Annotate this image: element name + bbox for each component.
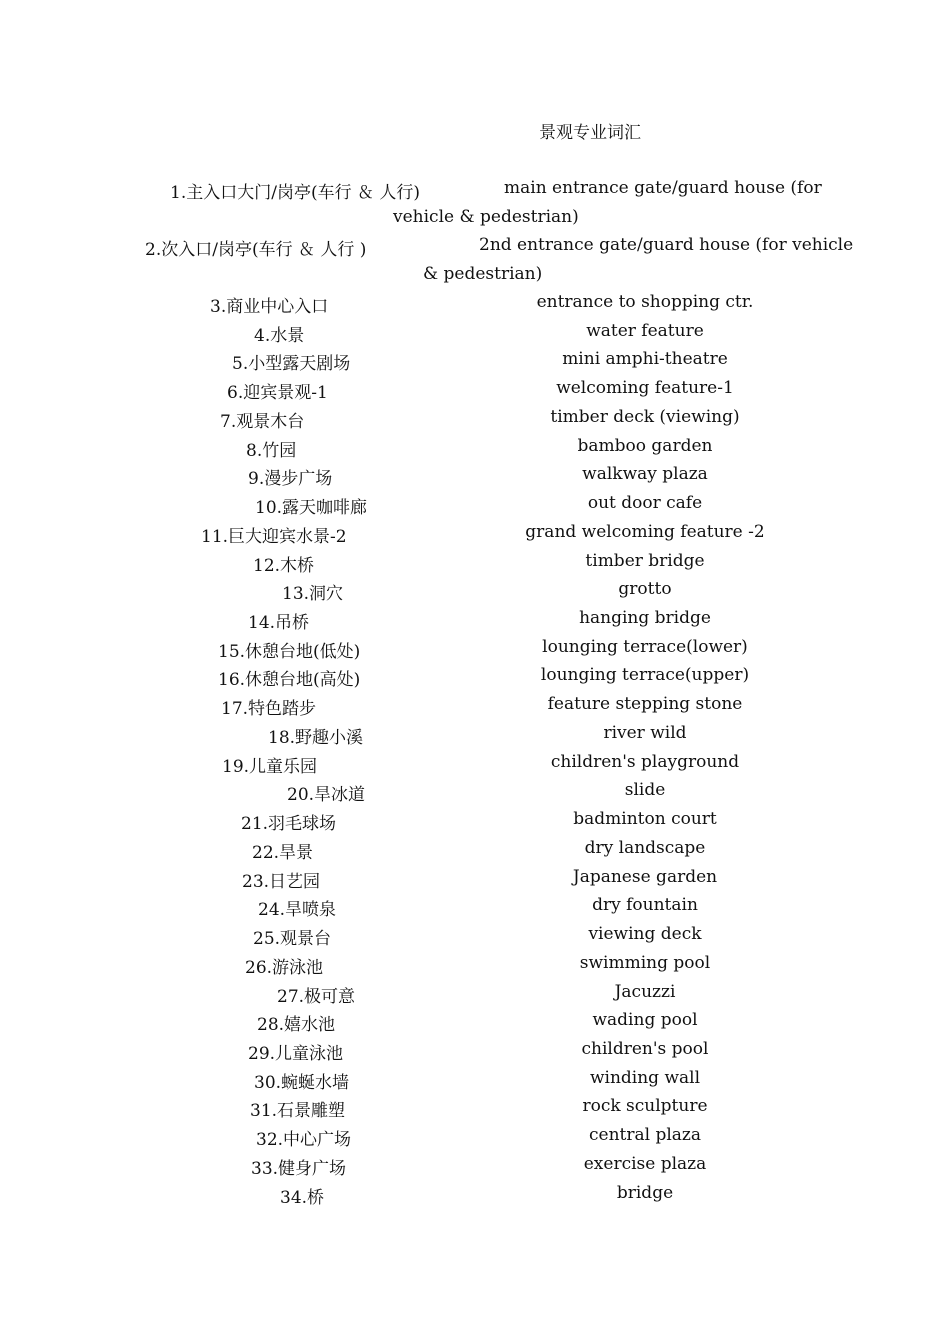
entry-english: wading pool bbox=[592, 1010, 698, 1030]
entry-row bbox=[0, 378, 950, 407]
entry-english: timber deck (viewing) bbox=[550, 407, 740, 427]
entry-row bbox=[0, 1096, 950, 1125]
entry-row bbox=[0, 665, 950, 694]
entry-english: children's playground bbox=[550, 752, 740, 772]
entry-english: exercise plaza bbox=[583, 1154, 707, 1174]
entry-english: Japanese garden bbox=[572, 867, 718, 887]
entry-row bbox=[0, 1010, 950, 1039]
entry-chinese: 24.旱喷泉 bbox=[258, 900, 337, 920]
entry-chinese: 5.小型露天剧场 bbox=[232, 354, 351, 374]
entry-row bbox=[0, 1068, 950, 1097]
entry-chinese: 20.旱冰道 bbox=[287, 785, 366, 805]
entry-chinese: 21.羽毛球场 bbox=[241, 814, 337, 834]
entry-english: river wild bbox=[603, 723, 687, 743]
page-title: 景观专业词汇 bbox=[539, 123, 641, 143]
entry-english: feature stepping stone bbox=[547, 694, 743, 714]
entry-row bbox=[0, 321, 950, 350]
entry-chinese: 6.迎宾景观-1 bbox=[227, 383, 328, 403]
entry-english: rock sculpture bbox=[582, 1096, 708, 1116]
entry-chinese: 28.嬉水池 bbox=[257, 1015, 336, 1035]
entry-chinese: 29.儿童泳池 bbox=[248, 1044, 344, 1064]
entry-chinese: 13.洞穴 bbox=[282, 584, 344, 604]
entry-2-english: 2nd entrance gate/guard house (for vehicle bbox=[479, 235, 854, 255]
entry-chinese: 31.石景雕塑 bbox=[250, 1101, 346, 1121]
entry-chinese: 23.日艺园 bbox=[242, 872, 321, 892]
entry-english: bamboo garden bbox=[577, 436, 713, 456]
entry-english: viewing deck bbox=[588, 924, 702, 944]
entry-english: swimming pool bbox=[579, 953, 711, 973]
entry-1-chinese: 1.主入口大门/岗亭(车行 ＆ 人行) bbox=[170, 183, 421, 203]
entry-chinese: 25.观景台 bbox=[253, 929, 332, 949]
entry-chinese: 9.漫步广场 bbox=[248, 469, 333, 489]
entry-row bbox=[0, 752, 950, 781]
entry-row bbox=[0, 407, 950, 436]
entry-english: winding wall bbox=[589, 1068, 701, 1088]
entry-row bbox=[0, 551, 950, 580]
entry-chinese: 26.游泳池 bbox=[245, 958, 324, 978]
entry-english: bridge bbox=[616, 1183, 674, 1203]
entry-english: children's pool bbox=[581, 1039, 709, 1059]
entry-row bbox=[0, 436, 950, 465]
entry-chinese: 16.休憩台地(高处) bbox=[218, 670, 361, 690]
entry-row bbox=[0, 924, 950, 953]
entry-row bbox=[0, 694, 950, 723]
entry-chinese: 8.竹园 bbox=[246, 441, 297, 461]
entry-1-english-continued: vehicle & pedestrian) bbox=[393, 207, 579, 227]
entry-row bbox=[0, 982, 950, 1011]
entry-english: lounging terrace(upper) bbox=[540, 665, 750, 685]
entry-chinese: 12.木桥 bbox=[253, 556, 315, 576]
entry-chinese: 15.休憩台地(低处) bbox=[218, 642, 361, 662]
entry-chinese: 30.蜿蜒水墙 bbox=[254, 1073, 350, 1093]
entry-row bbox=[0, 1154, 950, 1183]
entry-english: dry fountain bbox=[592, 895, 698, 915]
entry-row bbox=[0, 1039, 950, 1068]
entry-chinese: 4.水景 bbox=[254, 326, 305, 346]
entry-2-chinese: 2.次入口/岗亭(车行 ＆ 人行 ) bbox=[145, 240, 367, 260]
entry-chinese: 19.儿童乐园 bbox=[222, 757, 318, 777]
entry-english: grand welcoming feature -2 bbox=[525, 522, 765, 542]
entry-row bbox=[0, 895, 950, 924]
entry-chinese: 18.野趣小溪 bbox=[268, 728, 364, 748]
entry-english: mini amphi-theatre bbox=[562, 349, 728, 369]
entry-english: badminton court bbox=[573, 809, 717, 829]
entry-english: Jacuzzi bbox=[614, 982, 676, 1002]
entry-english: grotto bbox=[618, 579, 672, 599]
entry-english: out door cafe bbox=[587, 493, 703, 513]
entry-chinese: 17.特色踏步 bbox=[221, 699, 317, 719]
entry-row bbox=[0, 1183, 950, 1212]
entry-row bbox=[0, 579, 950, 608]
entry-chinese: 33.健身广场 bbox=[251, 1159, 347, 1179]
entry-english: central plaza bbox=[588, 1125, 701, 1145]
entry-chinese: 22.旱景 bbox=[252, 843, 314, 863]
entry-english: welcoming feature-1 bbox=[556, 378, 734, 398]
entry-row bbox=[0, 608, 950, 637]
entry-row bbox=[0, 867, 950, 896]
entry-2-english-continued: & pedestrian) bbox=[423, 264, 543, 284]
entry-row bbox=[0, 522, 950, 551]
entry-row bbox=[0, 809, 950, 838]
entry-chinese: 32.中心广场 bbox=[256, 1130, 352, 1150]
entry-chinese: 7.观景木台 bbox=[220, 412, 305, 432]
entry-row bbox=[0, 464, 950, 493]
entry-row bbox=[0, 637, 950, 666]
entry-chinese: 3.商业中心入口 bbox=[210, 297, 329, 317]
entry-english: water feature bbox=[586, 321, 704, 341]
entry-english: slide bbox=[624, 780, 666, 800]
entry-row bbox=[0, 953, 950, 982]
entry-chinese: 27.极可意 bbox=[277, 987, 356, 1007]
entry-row bbox=[0, 292, 950, 321]
entry-english: dry landscape bbox=[584, 838, 706, 858]
entry-chinese: 11.巨大迎宾水景-2 bbox=[201, 527, 347, 547]
entry-english: lounging terrace(lower) bbox=[542, 637, 748, 657]
entry-row bbox=[0, 780, 950, 809]
entry-chinese: 34.桥 bbox=[280, 1188, 325, 1208]
entry-english: entrance to shopping ctr. bbox=[536, 292, 754, 312]
entry-english: hanging bridge bbox=[579, 608, 711, 628]
entry-chinese: 14.吊桥 bbox=[248, 613, 310, 633]
entry-row bbox=[0, 723, 950, 752]
entry-chinese: 10.露天咖啡廊 bbox=[255, 498, 368, 518]
entry-row bbox=[0, 838, 950, 867]
entry-english: walkway plaza bbox=[582, 464, 708, 484]
entry-row bbox=[0, 493, 950, 522]
entry-1-english: main entrance gate/guard house (for bbox=[504, 178, 822, 198]
entry-english: timber bridge bbox=[585, 551, 705, 571]
entry-row bbox=[0, 1125, 950, 1154]
entry-row bbox=[0, 349, 950, 378]
